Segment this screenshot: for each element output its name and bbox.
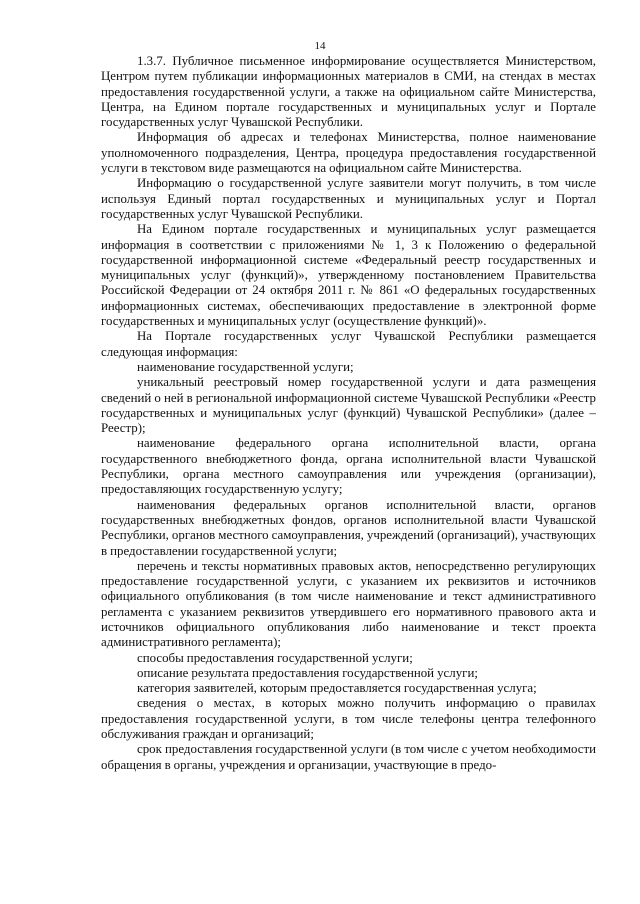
document-body <box>101 54 596 773</box>
paragraph: уникальный реестровый номер государственной услуги и дата размещения сведений о ней в региональной информационной системе Чувашской Республики «Реестр государственных и муниципальных услуг (функций) Чувашской Республики» (далее – Реестр); <box>101 375 596 436</box>
paragraph: наименование федерального органа исполнительной власти, органа государственного внебюджетного фонда, органа исполнительной власти Чувашской Республики, органа местного самоуправления или учреждения (организации), предоставляющих государственную услугу; <box>101 436 596 497</box>
paragraph: категория заявителей, которым предоставляется государственная услуга; <box>137 681 537 696</box>
paragraph: сведения о местах, в которых можно получить информацию о правилах предоставления государственной услуги, в том числе телефоны центра телефонного обслуживания граждан и организаций; <box>101 696 596 742</box>
paragraph: наименования федеральных органов исполнительной власти, органов государственных внебюджетных фондов, органов исполнительной власти Чувашской Республики, органов местного самоуправления, учреждений (организаций), участвующих в предоставлении государственной услуги; <box>101 497 596 558</box>
paragraph: На Портале государственных услуг Чувашской Республики размещается следующая информация: <box>101 329 596 359</box>
paragraph: Информация об адресах и телефонах Министерства, полное наименование уполномоченного подразделения, Центра, процедура предоставления государственной услуги в текстовом виде размещаются на официальном сайте Министерства. <box>101 130 596 176</box>
paragraph: наименование государственной услуги; <box>137 359 354 374</box>
paragraph: срок предоставления государственной услуги (в том числе с учетом необходимости обращения в органы, учреждения и организации, участвующие в предо- <box>101 742 596 772</box>
paragraph: На Едином портале государственных и муниципальных услуг размещается информация в соответствии с приложениями № 1, 3 к Положению о федеральной государственной информационной системе «Федеральный реестр государственных и муниципальных услуг (функций)», утвержденному постановлением Правительства Российской Федерации от 24 октября 2011 г. № 861 «О федеральных государственных информационных системах, обеспечивающих предоставление в электронной форме государственных и муниципальных услуг (осуществление функций)». <box>101 222 596 329</box>
paragraph: 1.3.7. Публичное письменное информирование осуществляется Министерством, Центром путем публикации информационных материалов в СМИ, на стендах в местах предоставления государственной услуги, а также на официальном сайте Министерства, Центра, на Едином портале государственных и муниципальных услуг и Портале государственных услуг Чувашской Республики. <box>101 54 596 130</box>
paragraph: описание результата предоставления государственной услуги; <box>137 665 478 680</box>
paragraph: перечень и тексты нормативных правовых актов, непосредственно регулирующих предоставление государственной услуги, с указанием их реквизитов и источников официального опубликования (в том числе наименование и текст административного регламента с указанием реквизитов утвердившего его нормативного правового акта и источников официального опубликования либо наименование и текст проекта административного регламента); <box>101 558 596 650</box>
paragraph: Информацию о государственной услуге заявители могут получить, в том числе используя Единый портал государственных и муниципальных услуг и Портал государственных услуг Чувашской Республики. <box>101 176 596 221</box>
page-number: 14 <box>314 40 326 52</box>
paragraph: способы предоставления государственной услуги; <box>137 650 413 665</box>
